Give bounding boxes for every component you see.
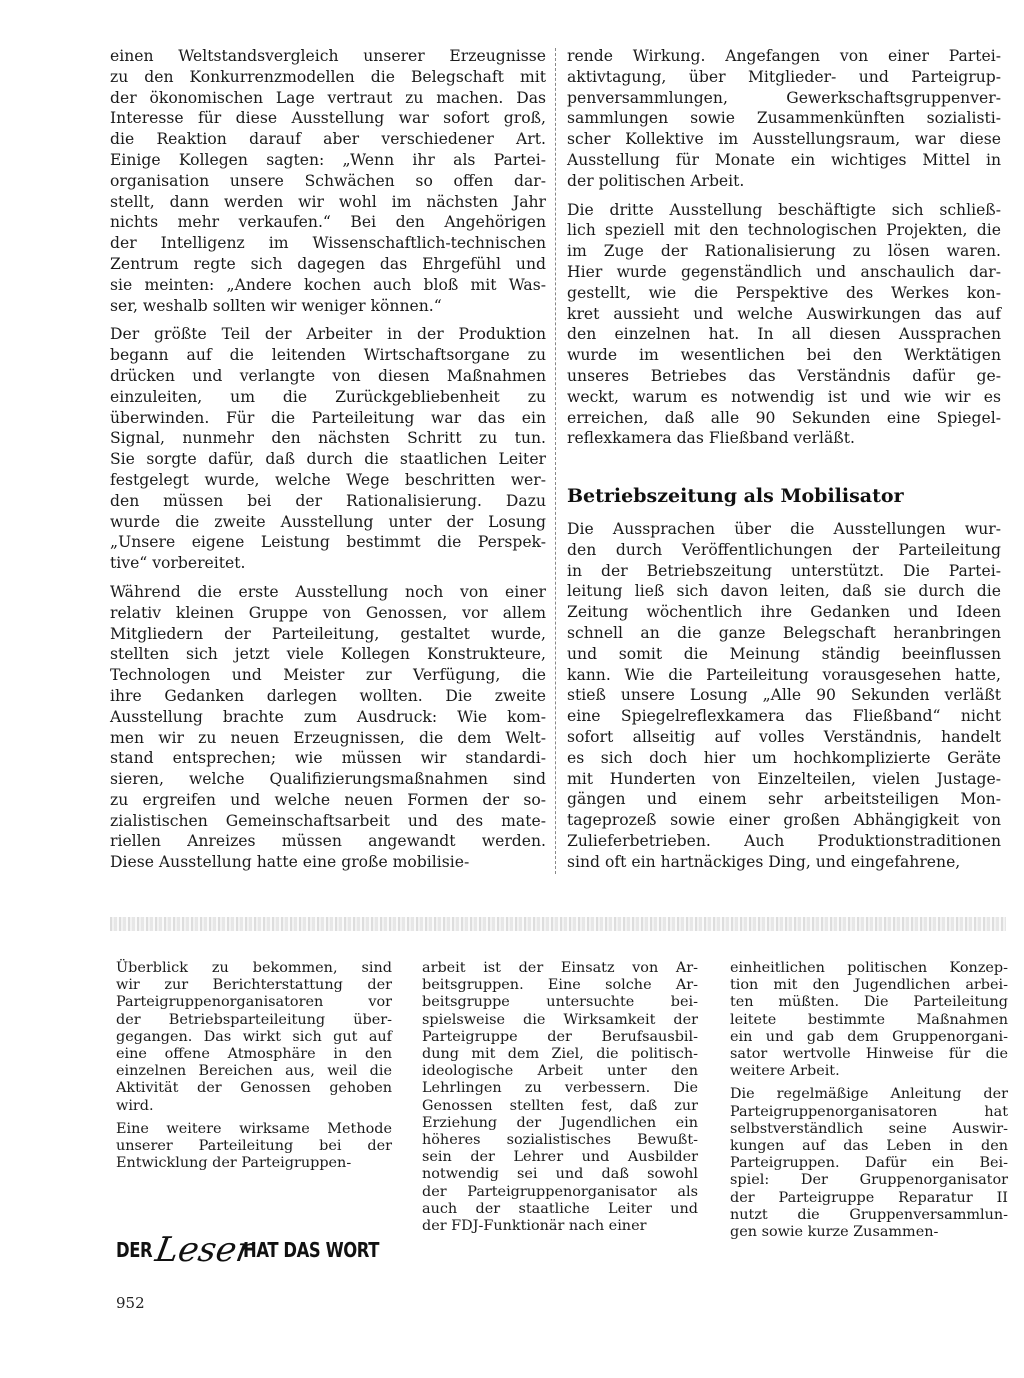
text-line: rende Wirkung. Angefangen von einer Partei- <box>567 47 1001 65</box>
text-line: Einige Kollegen sagten: „Wenn ihr als Partei- <box>110 150 546 169</box>
text-line: kann. Wie die Parteileitung vorausgesehen hatte, <box>567 665 1001 684</box>
text-line: leitete bestimmte Maßnahmen <box>730 1011 1008 1028</box>
text-line: dung mit dem Ziel, die politisch- <box>422 1046 698 1063</box>
column-bottom-1 <box>116 960 392 1172</box>
column-top-left <box>110 46 546 873</box>
text-line: der Betriebsparteileitung über- <box>116 1011 392 1028</box>
column-divider <box>555 48 556 874</box>
paragraph <box>567 519 1001 873</box>
text-line: Der größte Teil der Arbeiter in der Produktion <box>110 325 546 344</box>
text-line: wurde im wesentlichen bei den Werktätigen <box>567 346 1001 365</box>
text-line: wir zur Berichterstattung der <box>116 977 392 994</box>
text-line: reflexkamera das Fließband verläßt. <box>567 429 855 448</box>
section-divider <box>110 917 1006 931</box>
paragraph <box>567 200 1001 450</box>
logo-right: HAT DAS WORT <box>242 1238 379 1262</box>
text-line: ihre Gedanken darlegen wollten. Die zweite <box>110 686 546 705</box>
text-line: Die Aussprachen über die Ausstellungen wur- <box>567 520 1001 538</box>
text-line: den müssen bei der Rationalisierung. Dazu <box>110 491 546 510</box>
text-line: sammlungen sowie Zusammenkünften sozialisti- <box>567 109 1001 128</box>
text-line: einzelnen Bereichen aus, weil die <box>116 1063 392 1080</box>
text-line: Während die erste Ausstellung noch von einer <box>110 582 546 601</box>
text-line: lich speziell mit den technologischen Projekten, die <box>567 221 1001 240</box>
text-line: stellten sich jetzt viele Kollegen Konstrukteure, <box>110 645 546 664</box>
text-line: Parteigruppenorganisatoren hat <box>730 1103 1008 1120</box>
text-line: festgelegt wurde, welche Wege beschritten wer- <box>110 470 546 489</box>
text-line: beitsgruppe untersuchte bei- <box>422 994 698 1011</box>
column-bottom-2 <box>422 960 698 1235</box>
text-line: stieß unsere Losung „Alle 90 Sekunden verläßt <box>567 686 1001 705</box>
text-line: Parteigruppe der Berufsausbil- <box>422 1028 698 1045</box>
paragraph <box>110 582 546 873</box>
paragraph <box>116 1121 392 1173</box>
text-line: einheitlichen politischen Konzep- <box>730 960 1008 976</box>
text-line: auch der staatliche Leiter und <box>422 1200 698 1217</box>
text-line: wird. <box>116 1097 154 1114</box>
column-top-right <box>567 46 1001 449</box>
text-line: Technologen und Meister zur Verfügung, die <box>110 666 546 685</box>
text-line: Genossen stellten fest, daß zur <box>422 1097 698 1114</box>
text-line: Aktivität der Genossen gehoben <box>116 1080 392 1097</box>
text-line: scher Kollektive im Ausstellungsraum, war diese <box>567 130 1001 149</box>
text-line: men wir zu neuen Erzeugnissen, die dem Welt- <box>110 728 546 747</box>
text-line: der politischen Arbeit. <box>567 171 745 190</box>
text-line: zu den Konkurrenzmodellen die Belegschaft mit <box>110 67 546 86</box>
text-line: kret aussieht und welche Auswirkungen das auf <box>567 304 1001 323</box>
text-line: der Parteigruppenorganisator als <box>422 1183 698 1200</box>
text-line: ein und gab dem Gruppenorgani- <box>730 1028 1008 1045</box>
text-line: organisation unsere Schwächen so offen dar- <box>110 171 546 190</box>
text-line: tion mit den Jugendlichen arbei- <box>730 977 1008 994</box>
text-line: höheres sozialistisches Bewußt- <box>422 1132 698 1149</box>
text-line: Parteigruppen. Dafür ein Bei- <box>730 1155 1008 1172</box>
text-line: unseres Betriebes das Verständnis dafür ge- <box>567 366 1001 385</box>
text-line: gestellt, wie die Perspektive des Werkes kon- <box>567 283 1001 302</box>
text-line: aktivtagung, über Mitglieder- und Parteigrup- <box>567 67 1001 86</box>
column-bottom-3 <box>730 960 1008 1241</box>
text-line: Interesse für diese Ausstellung war sofort groß, <box>110 109 546 128</box>
text-line: in der Betriebszeitung unterstützt. Die Partei- <box>567 561 1001 580</box>
text-line: penversammlungen, Gewerkschaftsgruppenver- <box>567 88 1001 107</box>
rubric-logo <box>116 1226 392 1274</box>
section-heading: Betriebszeitung als Mobilisator <box>567 485 904 507</box>
logo-script: Leser <box>152 1230 257 1270</box>
text-line: Zulieferbetrieben. Auch Produktionstraditionen <box>567 831 1001 850</box>
text-line: sator wertvolle Hinweise für die <box>730 1046 1008 1063</box>
text-line: Hier wurde gegenständlich und anschaulich dar- <box>567 262 1001 281</box>
text-line: Die dritte Ausstellung beschäftigte sich schließ- <box>567 200 1001 219</box>
text-line: der Parteigruppe Reparatur II <box>730 1189 1008 1206</box>
text-line: sie meinten: „Andere kochen auch bloß mit Was- <box>110 275 546 294</box>
text-line: eine Spiegelreflexkamera das Fließband“ nicht <box>567 707 1001 726</box>
text-line: Parteigruppenorganisatoren vor <box>116 994 392 1011</box>
paragraph <box>422 960 698 1235</box>
text-line: Zentrum regte sich dagegen das Ehrgefühl und <box>110 254 546 273</box>
text-line: stellt, dann werden wir wohl im nächsten Jahr <box>110 192 546 211</box>
text-line: mit Hunderten von Einzelteilen, vielen Justage- <box>567 769 1001 788</box>
text-line: den einzelnen hat. In all diesen Aussprachen <box>567 325 1001 344</box>
text-line: einen Weltstandsvergleich unserer Erzeugnisse <box>110 47 546 65</box>
text-line: der ökonomischen Lage vertraut zu machen. Das <box>110 88 546 107</box>
text-line: spiel: Der Gruppenorganisator <box>730 1172 1008 1189</box>
text-line: nichts mehr verkaufen.“ Bei den Angehörigen <box>110 213 546 232</box>
text-line: Lehrlingen zu verbessern. Die <box>422 1080 698 1097</box>
text-line: gen sowie kurze Zusammen- <box>730 1224 939 1241</box>
text-line: sieren, welche Qualifizierungsmaßnahmen sind <box>110 770 546 789</box>
text-line: eine offene Atmosphäre in den <box>116 1046 392 1063</box>
paragraph <box>110 324 546 574</box>
text-line: der Intelligenz im Wissenschaftlich-technischen <box>110 234 546 253</box>
text-line: weitere Arbeit. <box>730 1063 840 1080</box>
text-line: spielsweise die Wirksamkeit der <box>422 1011 698 1028</box>
page-number: 952 <box>116 1294 145 1312</box>
text-line: weckt, warum es notwendig ist und wie wir es <box>567 387 1001 406</box>
text-line: sind oft ein hartnäckiges Ding, und eingefahrene, <box>567 852 961 871</box>
text-line: im Zuge der Rationalisierung zu lösen waren. <box>567 242 1001 261</box>
text-line: Überblick zu bekommen, sind <box>116 960 392 976</box>
text-line: sein der Lehrer und Ausbilder <box>422 1149 698 1166</box>
text-line: Signal, nunmehr den nächsten Schritt zu tun. <box>110 429 546 448</box>
text-line: beitsgruppen. Eine solche Ar- <box>422 977 698 994</box>
text-line: den durch Veröffentlichungen der Parteileitung <box>567 540 1001 559</box>
text-line: Eine weitere wirksame Methode <box>116 1120 392 1137</box>
text-line: riellen Anreizes müssen angewandt werden. <box>110 832 546 851</box>
text-line: drücken und verlangte von diesen Maßnahmen <box>110 366 546 385</box>
text-line: arbeit ist der Einsatz von Ar- <box>422 960 698 976</box>
text-line: ten müßten. Die Parteileitung <box>730 994 1008 1011</box>
text-line: kungen auf das Leben in den <box>730 1138 1008 1155</box>
text-line: selbstverständlich seine Auswir- <box>730 1120 1008 1137</box>
text-line: schnell an die ganze Belegschaft heranbringen <box>567 623 1001 642</box>
text-line: begann auf die leitenden Wirtschaftsorgane zu <box>110 346 546 365</box>
text-line: überwinden. Für die Parteileitung war das ein <box>110 408 546 427</box>
text-line: ser, weshalb sollten wir weniger können.“ <box>110 296 442 315</box>
text-line: unserer Parteileitung bei der <box>116 1138 392 1155</box>
text-line: tive“ vorbereitet. <box>110 554 246 573</box>
text-line: Ausstellung für Monate ein wichtiges Mittel in <box>567 150 1001 169</box>
logo-left: DER <box>116 1238 153 1262</box>
text-line: gegangen. Das wirkt sich gut auf <box>116 1028 392 1045</box>
text-line: Sie sorgte dafür, daß durch die staatlichen Leiter <box>110 450 546 469</box>
text-line: es sich doch hier um hochkomplizierte Geräte <box>567 748 1001 767</box>
text-line: zialistischen Gemeinschaftsarbeit und des mate- <box>110 811 546 830</box>
text-line: gängen und einem sehr arbeitsteiligen Mon- <box>567 790 1001 809</box>
text-line: Mitgliedern der Parteileitung, gestaltet wurde, <box>110 624 546 643</box>
paragraph <box>567 46 1001 192</box>
text-line: Die regelmäßige Anleitung der <box>730 1086 1008 1103</box>
text-line: notwendig sei und daß sowohl <box>422 1166 698 1183</box>
text-line: Entwicklung der Parteigruppen- <box>116 1155 352 1172</box>
text-line: relativ kleinen Gruppe von Genossen, vor allem <box>110 603 546 622</box>
text-line: die Reaktion darauf aber verschiedener Art. <box>110 130 546 149</box>
column-top-right-continued <box>567 519 1001 873</box>
paragraph <box>116 960 392 1115</box>
text-line: sofort allseitig auf volles Verständnis, handelt <box>567 727 1001 746</box>
text-line: Diese Ausstellung hatte eine große mobilisie- <box>110 853 470 872</box>
text-line: und somit die Meinung ständig beeinflussen <box>567 644 1001 663</box>
text-line: Ausstellung brachte zum Ausdruck: Wie kom- <box>110 707 546 726</box>
text-line: leitung ließ sich davon leiten, daß sie durch die <box>567 582 1001 601</box>
text-line: Erziehung der Jugendlichen ein <box>422 1114 698 1131</box>
text-line: ideologische Arbeit unter den <box>422 1063 698 1080</box>
text-line: der FDJ-Funktionär nach einer <box>422 1218 647 1235</box>
text-line: stand entsprechen; wie müssen wir standardi- <box>110 749 546 768</box>
text-line: einzuleiten, um die Zurückgebliebenheit zu <box>110 387 546 406</box>
paragraph <box>730 960 1008 1080</box>
paragraph <box>110 46 546 316</box>
text-line: zu ergreifen und welche neuen Formen der so- <box>110 790 546 809</box>
text-line: „Unsere eigene Leistung bestimmt die Perspek- <box>110 533 546 552</box>
text-line: erreichen, daß alle 90 Sekunden eine Spiegel- <box>567 408 1001 427</box>
text-line: tageprozeß sowie einer großen Abhängigkeit von <box>567 811 1001 830</box>
text-line: Zeitung wöchentlich ihre Gedanken und Ideen <box>567 603 1001 622</box>
text-line: nutzt die Gruppenversammlun- <box>730 1206 1008 1223</box>
paragraph <box>730 1086 1008 1241</box>
text-line: wurde die zweite Ausstellung unter der Losung <box>110 512 546 531</box>
